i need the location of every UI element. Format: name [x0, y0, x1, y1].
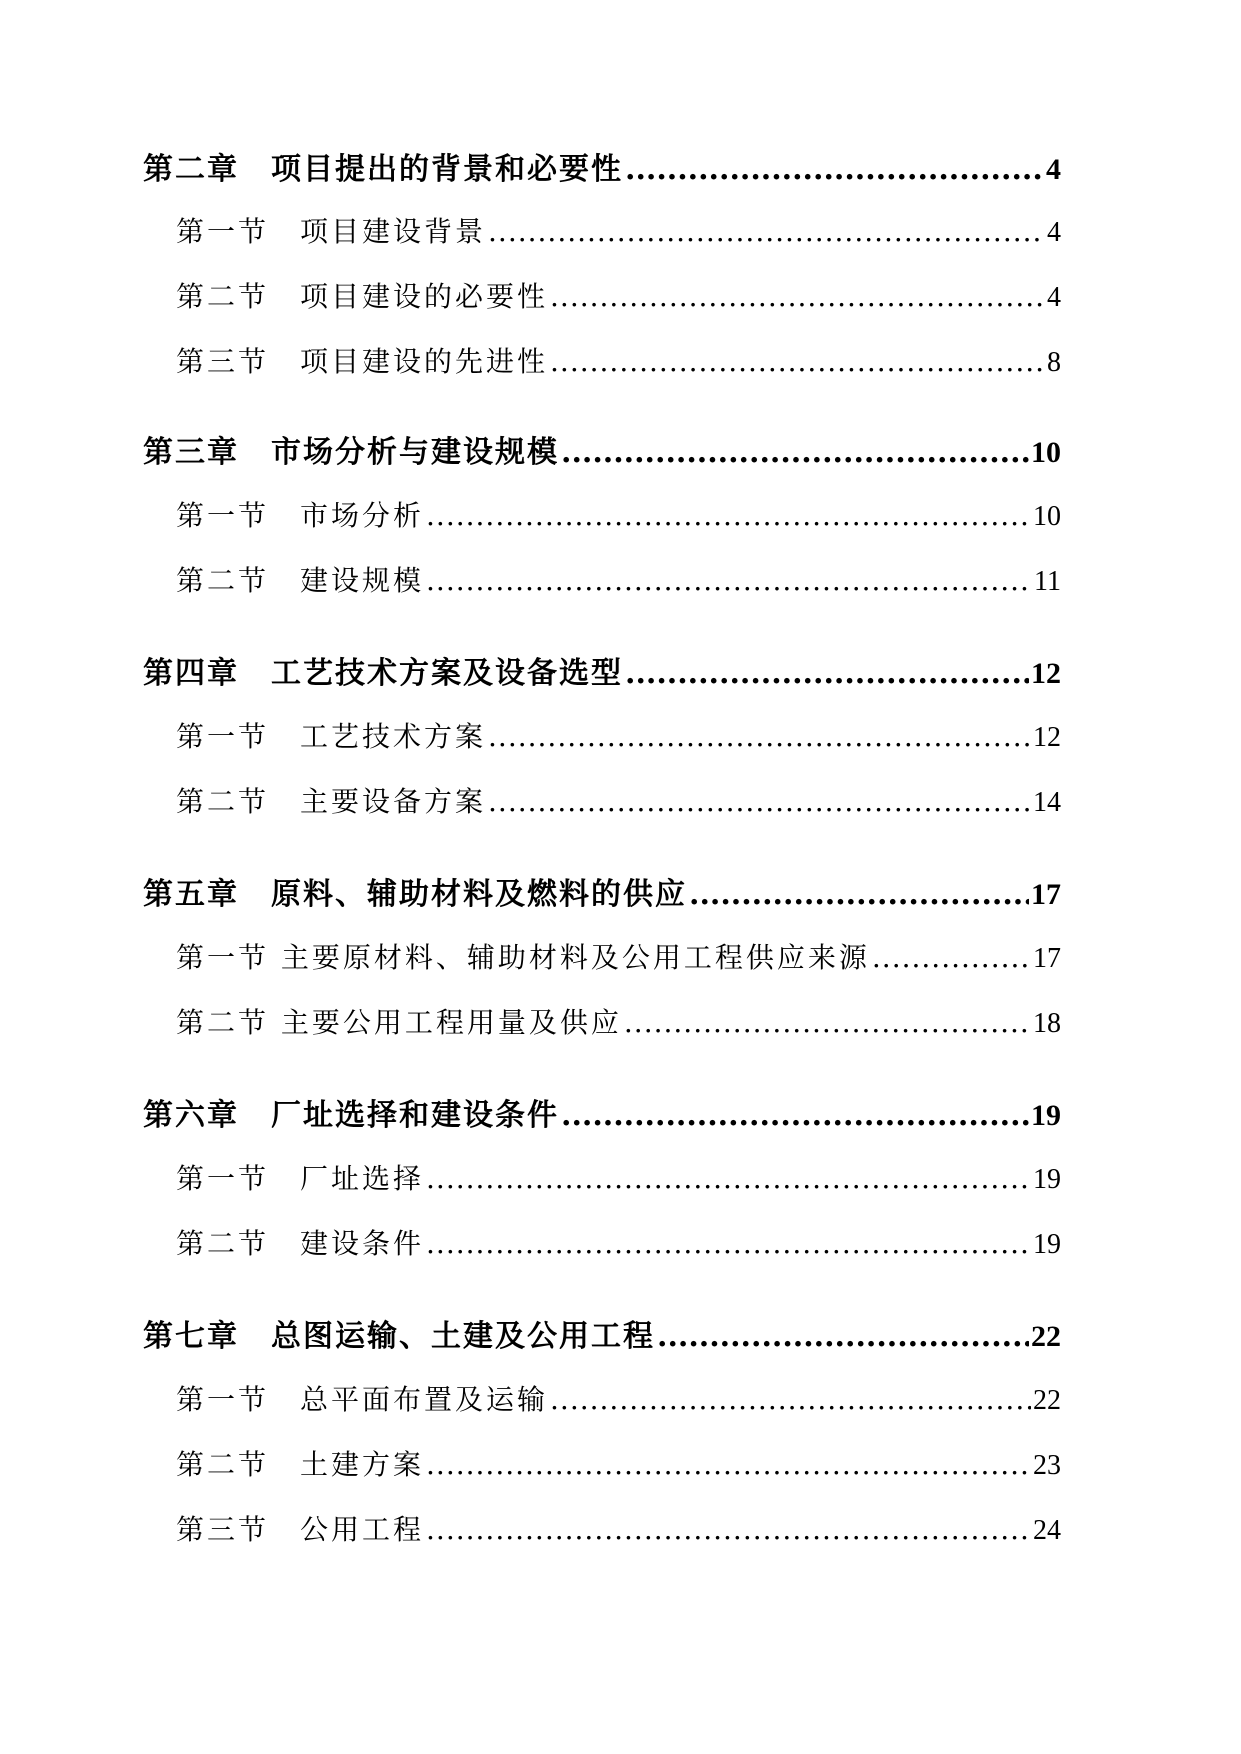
toc-entry-page: 23	[1033, 1450, 1061, 1481]
toc-chapter-entry[interactable]	[143, 1090, 1061, 1134]
toc-section-entry[interactable]	[176, 715, 1061, 755]
dot-leader	[872, 941, 1031, 974]
toc-chapter-entry[interactable]	[143, 1311, 1061, 1355]
toc-entry-label: 第三章 市场分析与建设规模	[143, 435, 559, 470]
toc-entry-page: 8	[1047, 347, 1061, 378]
toc-section-entry[interactable]	[176, 1443, 1061, 1483]
toc-entry-page: 19	[1033, 1229, 1061, 1260]
toc-entry-label: 第七章 总图运输、土建及公用工程	[143, 1319, 655, 1354]
dot-leader	[426, 1162, 1031, 1195]
toc-section-entry[interactable]	[176, 559, 1061, 599]
toc-entry-page: 12	[1033, 722, 1061, 753]
dot-leader	[488, 720, 1031, 753]
dot-leader	[550, 1383, 1031, 1416]
dot-leader	[625, 656, 1029, 691]
toc-entry-label: 第一节 主要原材料、辅助材料及公用工程供应来源	[176, 941, 870, 974]
toc-section-entry[interactable]	[176, 494, 1061, 534]
toc-section-entry[interactable]	[176, 1157, 1061, 1197]
toc-entry-page: 11	[1034, 566, 1061, 597]
toc-section-entry[interactable]	[176, 780, 1061, 820]
toc-entry-page: 14	[1033, 787, 1061, 818]
toc-entry-label: 第一节 厂址选择	[176, 1162, 425, 1195]
toc-section-entry[interactable]	[176, 210, 1061, 250]
toc-entry-page: 10	[1031, 436, 1061, 469]
toc-chapter-entry[interactable]	[143, 144, 1061, 188]
dot-leader	[426, 1227, 1031, 1260]
toc-entry-page: 17	[1033, 943, 1061, 974]
toc-entry-page: 22	[1033, 1385, 1061, 1416]
dot-leader	[689, 877, 1029, 912]
toc-section-entry[interactable]	[176, 1378, 1061, 1418]
toc-entry-page: 24	[1033, 1515, 1061, 1546]
toc-entry-page: 19	[1033, 1164, 1061, 1195]
toc-entry-page: 4	[1046, 153, 1061, 186]
toc-entry-label: 第二节 建设规模	[176, 564, 425, 597]
toc-entry-label: 第一节 工艺技术方案	[176, 720, 487, 753]
toc-section-entry[interactable]	[176, 340, 1061, 380]
toc-entry-label: 第三节 项目建设的先进性	[176, 345, 549, 378]
toc-entry-page: 17	[1031, 878, 1061, 911]
toc-chapter-entry[interactable]	[143, 427, 1061, 471]
toc-entry-label: 第四章 工艺技术方案及设备选型	[143, 656, 623, 691]
dot-leader	[657, 1319, 1029, 1354]
toc-section-entry[interactable]	[176, 1508, 1061, 1548]
toc-entry-label: 第一节 项目建设背景	[176, 215, 487, 248]
toc-entry-page: 22	[1031, 1320, 1061, 1353]
dot-leader	[426, 564, 1032, 597]
dot-leader	[561, 1098, 1029, 1133]
toc-entry-page: 12	[1031, 657, 1061, 690]
toc-entry-page: 18	[1033, 1008, 1061, 1039]
toc-entry-label: 第二节 主要设备方案	[176, 785, 487, 818]
toc-entry-page: 4	[1047, 282, 1061, 313]
toc-entry-page: 4	[1047, 217, 1061, 248]
toc-chapter-entry[interactable]	[143, 648, 1061, 692]
toc-entry-label: 第五章 原料、辅助材料及燃料的供应	[143, 877, 687, 912]
toc-section-entry[interactable]	[176, 1222, 1061, 1262]
toc-entry-label: 第二节 主要公用工程用量及供应	[176, 1006, 622, 1039]
dot-leader	[625, 152, 1044, 187]
dot-leader	[561, 435, 1029, 470]
toc-entry-label: 第二节 土建方案	[176, 1448, 425, 1481]
toc-entry-label: 第六章 厂址选择和建设条件	[143, 1098, 559, 1133]
toc-section-entry[interactable]	[176, 1001, 1061, 1041]
toc-entry-label: 第二章 项目提出的背景和必要性	[143, 152, 623, 187]
toc-entry-page: 10	[1033, 501, 1061, 532]
dot-leader	[624, 1006, 1031, 1039]
dot-leader	[426, 499, 1031, 532]
toc-section-entry[interactable]	[176, 275, 1061, 315]
dot-leader	[550, 280, 1045, 313]
dot-leader	[550, 345, 1045, 378]
toc-section-entry[interactable]	[176, 936, 1061, 976]
toc-entry-page: 19	[1031, 1099, 1061, 1132]
toc-entry-label: 第二节 项目建设的必要性	[176, 280, 549, 313]
toc-entry-label: 第二节 建设条件	[176, 1227, 425, 1260]
dot-leader	[426, 1513, 1031, 1546]
toc-chapter-entry[interactable]	[143, 869, 1061, 913]
toc-entry-label: 第三节 公用工程	[176, 1513, 425, 1546]
dot-leader	[488, 785, 1031, 818]
dot-leader	[488, 215, 1045, 248]
dot-leader	[426, 1448, 1031, 1481]
toc-entry-label: 第一节 市场分析	[176, 499, 425, 532]
toc-entry-label: 第一节 总平面布置及运输	[176, 1383, 549, 1416]
